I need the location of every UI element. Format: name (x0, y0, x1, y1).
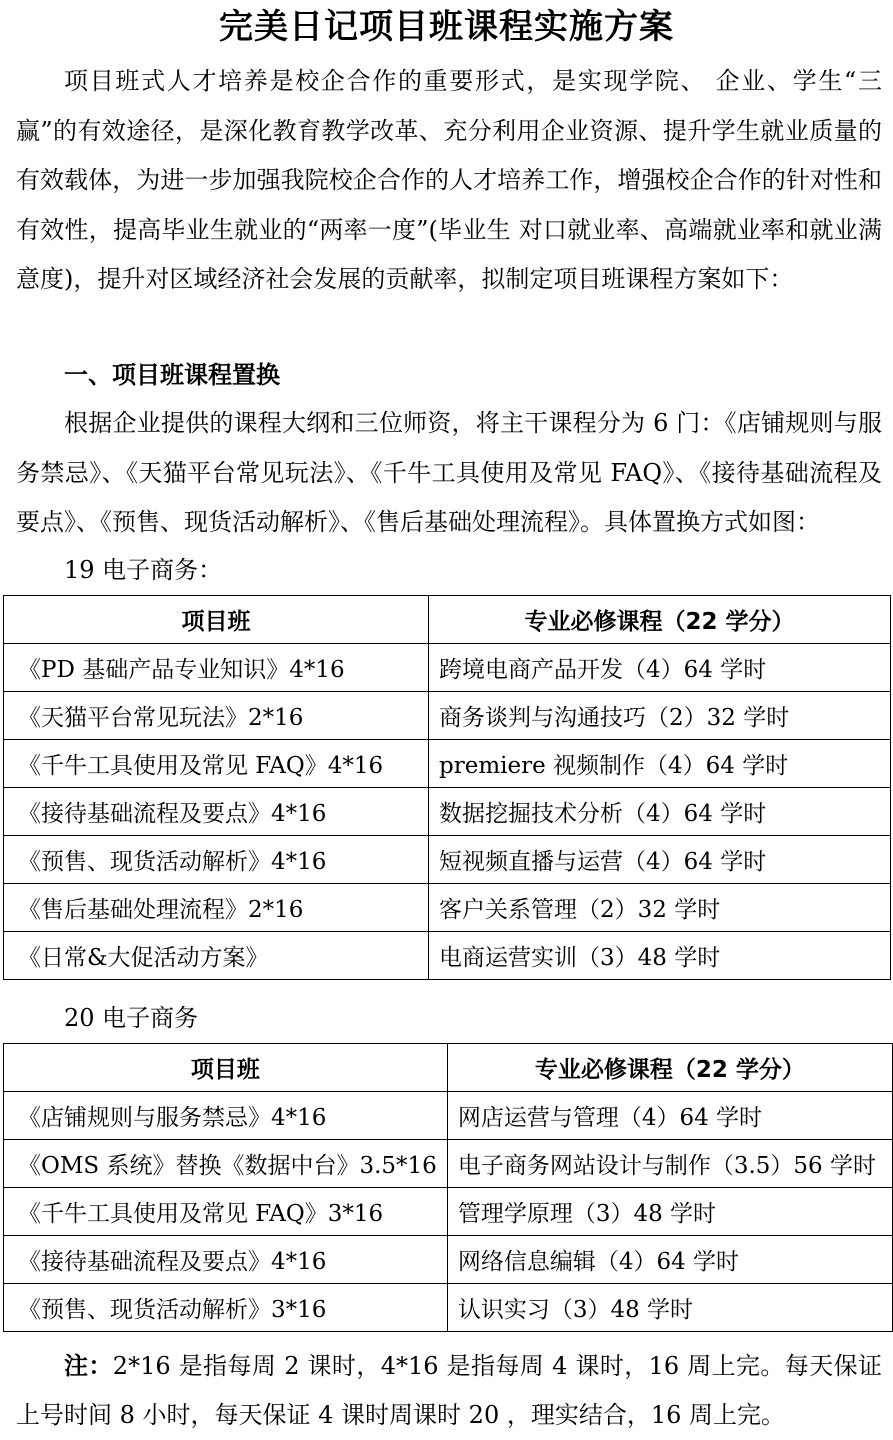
course-table-19 (3, 595, 891, 980)
table-row (4, 644, 891, 692)
table-row (4, 932, 891, 980)
header-required-courses: 专业必修课程（22 学分） (447, 1044, 892, 1092)
required-course-cell: 商务谈判与沟通技巧（2）32 学时 (429, 692, 891, 740)
header-project-class: 项目班 (4, 1044, 448, 1092)
header-required-courses: 专业必修课程（22 学分） (429, 596, 891, 644)
document-title: 完美日记项目班课程实施方案 (219, 7, 674, 47)
table-row (4, 1092, 893, 1140)
table-header-row (4, 596, 891, 644)
required-course-cell: 跨境电商产品开发（4）64 学时 (429, 644, 891, 692)
table-header-row (4, 1044, 893, 1092)
required-course-cell: 客户关系管理（2）32 学时 (429, 884, 891, 932)
table-row (4, 1188, 893, 1236)
project-course-cell: 《千牛工具使用及常见 FAQ》4*16 (4, 740, 429, 788)
required-course-cell: 网络信息编辑（4）64 学时 (447, 1236, 892, 1284)
required-course-cell: 电商运营实训（3）48 学时 (429, 932, 891, 980)
table2-label: 20 电子商务 (64, 1004, 199, 1032)
table-row (4, 836, 891, 884)
project-course-cell: 《日常&大促活动方案》 (4, 932, 429, 980)
table-row (4, 692, 891, 740)
table-row (4, 1140, 893, 1188)
required-course-cell: 认识实习（3）48 学时 (447, 1284, 892, 1332)
table-row (4, 788, 891, 836)
header-project-class: 项目班 (4, 596, 429, 644)
project-course-cell: 《PD 基础产品专业知识》4*16 (4, 644, 429, 692)
note-body: 2*16 是指每周 2 课时，4*16 是指每周 4 课时，16 周上完。每天保证上号时间 8 小时，每天保证 4 课时周课时 20 ，理实结合，16 周上完。 (16, 1352, 882, 1429)
table-row (4, 1284, 893, 1332)
required-course-cell: 电子商务网站设计与制作（3.5）56 学时 (447, 1140, 892, 1188)
project-course-cell: 《预售、现货活动解析》3*16 (4, 1284, 448, 1332)
table-row (4, 884, 891, 932)
project-course-cell: 《接待基础流程及要点》4*16 (4, 1236, 448, 1284)
section-heading-course-replacement: 一、项目班课程置换 (64, 361, 280, 389)
table1-label: 19 电子商务： (64, 556, 223, 584)
project-course-cell: 《千牛工具使用及常见 FAQ》3*16 (4, 1188, 448, 1236)
table-row (4, 740, 891, 788)
table-row (4, 1236, 893, 1284)
project-course-cell: 《售后基础处理流程》2*16 (4, 884, 429, 932)
course-table-20 (3, 1043, 893, 1332)
note-paragraph (16, 1342, 882, 1440)
required-course-cell: 网店运营与管理（4）64 学时 (447, 1092, 892, 1140)
project-course-cell: 《接待基础流程及要点》4*16 (4, 788, 429, 836)
required-course-cell: 管理学原理（3）48 学时 (447, 1188, 892, 1236)
project-course-cell: 《天猫平台常见玩法》2*16 (4, 692, 429, 740)
intro-paragraph: 项目班式人才培养是校企合作的重要形式，是实现学院、 企业、学生“三赢”的有效途径，是深化教育教学改革、充分利用企业资源、提升学生就业质量的有效载体，为进一步加强我院校企合作的人才培养工作，增强校企合作的针对性和有效性，提高毕业生就业的“两率一度”(毕业生 对口就业率、高端就业率和就业满意度)，提升对区域经济社会发展的贡献率，拟制定项目班课程方案如下： (16, 67, 882, 293)
required-course-cell: premiere 视频制作（4）64 学时 (429, 740, 891, 788)
note-label: 注： (64, 1352, 113, 1380)
project-course-cell: 《店铺规则与服务禁忌》4*16 (4, 1092, 448, 1140)
section-body-paragraph: 根据企业提供的课程大纲和三位师资，将主干课程分为 6 门：《店铺规则与服务禁忌》、《天猫平台常见玩法》、《千牛工具使用及常见 FAQ》、《接待基础流程及要点》、《预售、现货活动解析》、《售后基础处理流程》。具体置换方式如图： (16, 409, 882, 536)
required-course-cell: 数据挖掘技术分析（4）64 学时 (429, 788, 891, 836)
required-course-cell: 短视频直播与运营（4）64 学时 (429, 836, 891, 884)
project-course-cell: 《OMS 系统》替换《数据中台》3.5*16 (4, 1140, 448, 1188)
project-course-cell: 《预售、现货活动解析》4*16 (4, 836, 429, 884)
